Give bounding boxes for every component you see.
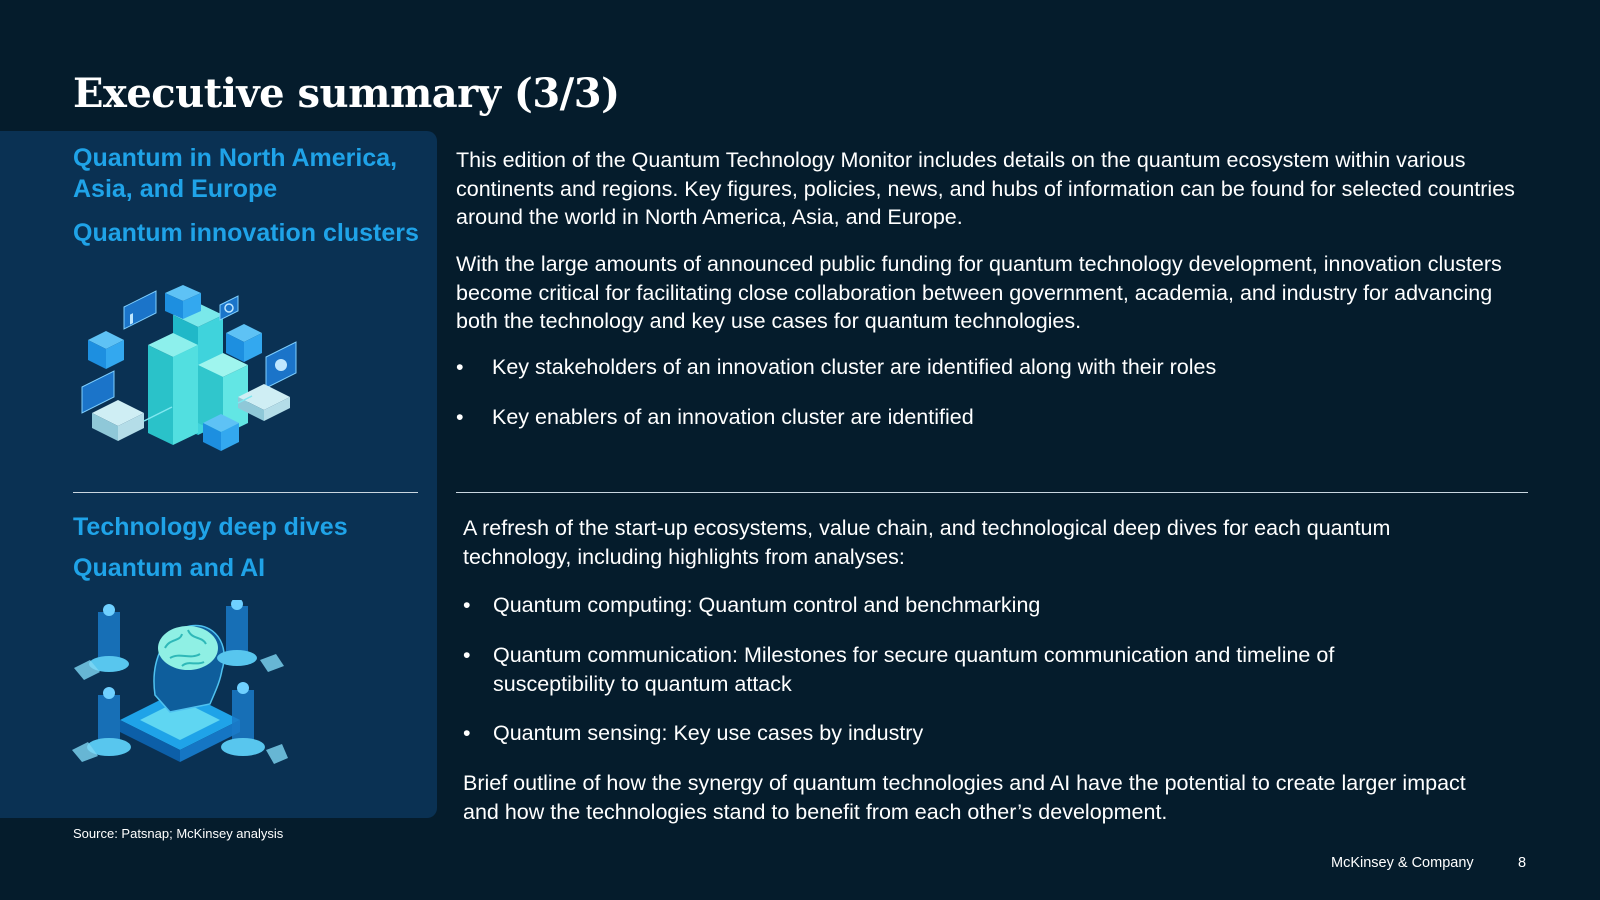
source-note: Source: Patsnap; McKinsey analysis xyxy=(73,826,284,841)
bullet-marker: • xyxy=(463,643,471,667)
sidebar-heading-deep-dives: Technology deep dives xyxy=(73,513,348,541)
bullet-marker: • xyxy=(463,593,471,617)
bullet-marker: • xyxy=(463,721,471,745)
section2-intro: A refresh of the start-up ecosystems, value chain, and technological deep dives for each quantum technology, including highlights from analyses: xyxy=(463,516,1391,569)
main-divider xyxy=(456,492,1528,493)
bullet-text: Quantum sensing: Key use cases by industry xyxy=(493,721,924,745)
sidebar-divider xyxy=(73,492,418,493)
bullet-text: Quantum communication: Milestones for secure quantum communication and timeline of susceptibility to quantum attack xyxy=(493,643,1335,696)
ai-brain-illustration xyxy=(70,600,290,790)
section1-paragraph-funding: With the large amounts of announced public funding for quantum technology development, innovation clusters become critical for facilitating close collaboration between government, academia, and industry for advancing both the technology and key use cases for quantum technologies. xyxy=(456,252,1502,333)
page-number: 8 xyxy=(1518,855,1527,871)
section2-outro: Brief outline of how the synergy of quantum technologies and AI have the potential to create larger impact and how the technologies stand to benefit from each other’s development. xyxy=(463,771,1466,824)
isometric-cubes-illustration xyxy=(78,285,308,463)
sidebar-heading-quantum-ai: Quantum and AI xyxy=(73,554,266,582)
section1-paragraph-ecosystem: This edition of the Quantum Technology Monitor includes details on the quantum ecosystem within various continents and regions. Key figures, policies, news, and hubs of information can be found for selected countries around the world in North America, Asia, and Europe. xyxy=(456,148,1515,229)
bullet-marker: • xyxy=(456,355,464,379)
page-title: Executive summary (3/3) xyxy=(73,70,620,117)
brain-icon xyxy=(158,626,218,670)
sidebar-heading-regions: Quantum in North America, Asia, and Europe xyxy=(73,144,398,203)
footer-brand: McKinsey & Company xyxy=(1331,855,1474,871)
bullet-text: Key stakeholders of an innovation cluster are identified along with their roles xyxy=(492,355,1217,379)
bullet-text: Key enablers of an innovation cluster are identified xyxy=(492,405,974,429)
sidebar-heading-clusters: Quantum innovation clusters xyxy=(73,219,419,247)
bullet-marker: • xyxy=(456,405,464,429)
bullet-text: Quantum computing: Quantum control and benchmarking xyxy=(493,593,1041,617)
